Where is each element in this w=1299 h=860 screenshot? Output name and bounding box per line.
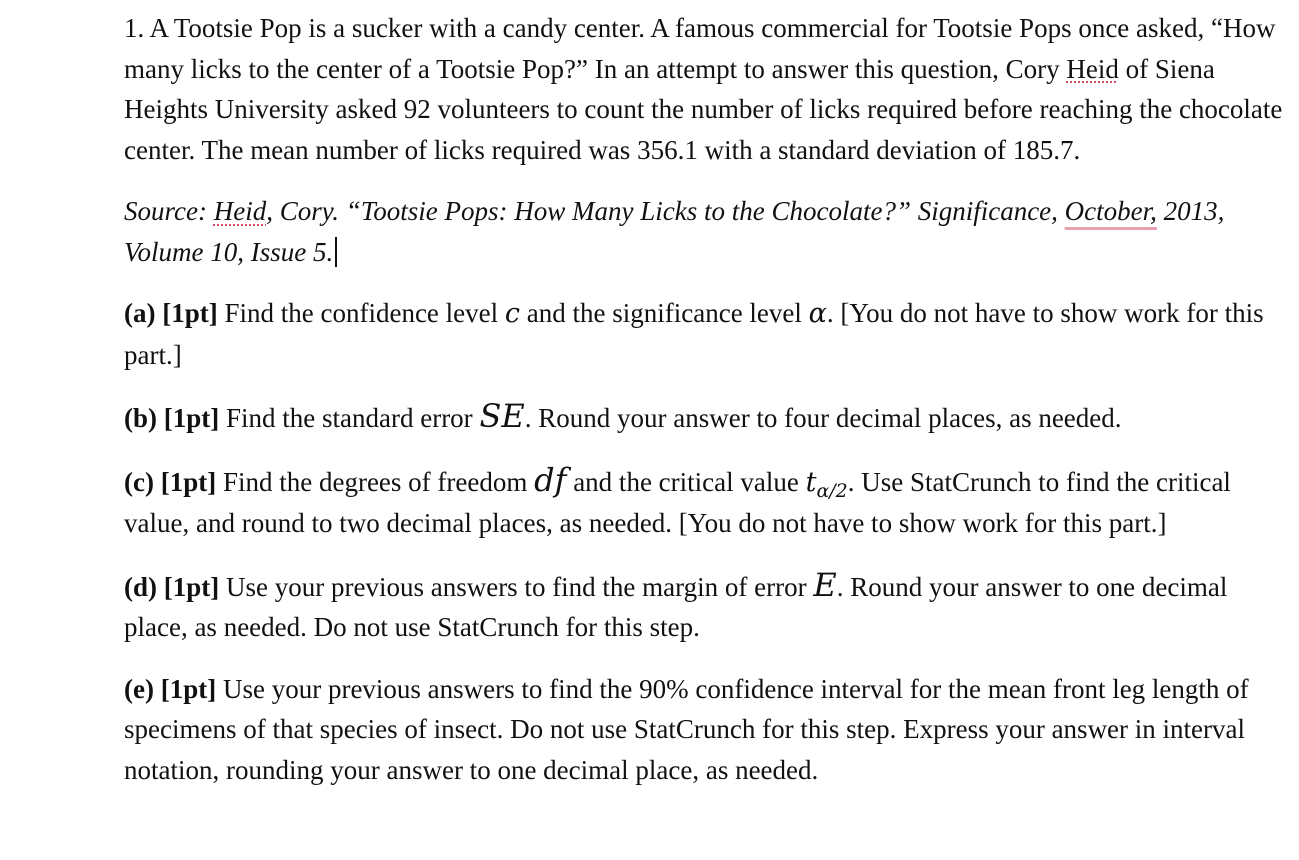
part-b	[124, 396, 1294, 439]
part-c-text-2: and the critical value	[566, 466, 806, 497]
source-prefix: Source:	[124, 196, 214, 226]
part-c-text-1: Find the degrees of freedom	[216, 466, 535, 497]
part-c	[124, 460, 1294, 544]
part-a-text-3: . [You do not have to show work for this part.]	[124, 298, 1264, 370]
source-middle: , Cory. “Tootsie Pops: How Many Licks to the Chocolate?” Significance,	[266, 196, 1065, 226]
part-b-text-1: Find the standard error	[219, 403, 480, 433]
part-e-label: (e) [1pt]	[124, 673, 217, 704]
problem-intro	[124, 8, 1294, 170]
part-b-text-2: . Round your answer to four decimal places, as needed.	[524, 403, 1122, 433]
symbol-e: E	[813, 565, 837, 604]
symbol-df: df	[534, 460, 567, 499]
part-c-text-3: . Use StatCrunch to find the critical value, and round to two decimal places, as needed. [You do not have to show work for this part.]	[124, 466, 1231, 538]
symbol-alpha: α	[808, 298, 827, 329]
part-a	[124, 293, 1294, 375]
grammar-flag-october[interactable]: October,	[1064, 196, 1157, 226]
part-d-text-1: Use your previous answers to find the margin of error	[219, 571, 814, 602]
source-citation	[124, 191, 1294, 272]
problem-number: 1.	[124, 13, 145, 43]
part-e	[124, 669, 1294, 791]
part-a-label: (a) [1pt]	[124, 298, 218, 328]
symbol-se: SE	[479, 397, 525, 435]
part-d-label: (d) [1pt]	[124, 571, 220, 602]
symbol-t: t	[805, 466, 817, 498]
symbol-c: c	[504, 298, 521, 329]
intro-text-2: of Siena Heights University asked 92 volunteers to count the number of licks required before reaching the chocolate center. The mean number of licks required was 356.1 with a standard deviation of 185.7.	[124, 53, 1283, 165]
part-d-text-2: . Round your answer to one decimal place, as needed. Do not use StatCrunch for this step.	[124, 571, 1228, 642]
part-c-label: (c) [1pt]	[124, 466, 217, 497]
source-suffix: 2013, Volume 10, Issue 5.	[124, 196, 1225, 267]
text-cursor	[335, 237, 337, 267]
spellcheck-word-heid[interactable]: Heid	[1066, 53, 1119, 84]
document-page	[124, 8, 1294, 790]
part-a-text-2: and the significance level	[520, 298, 809, 328]
spellcheck-word-heid-source[interactable]: Heid	[213, 196, 267, 226]
part-a-text-1: Find the confidence level	[217, 298, 505, 328]
part-b-label: (b) [1pt]	[124, 403, 220, 433]
intro-text-1: A Tootsie Pop is a sucker with a candy center. A famous commercial for Tootsie Pops once asked, “How many licks to the center of a Tootsie Pop?” In an attempt to answer this question, Cory	[124, 13, 1276, 84]
symbol-t-subscript: α/2	[816, 479, 848, 502]
part-d	[124, 565, 1294, 648]
part-e-text-1: Use your previous answers to find the 90% confidence interval for the mean front leg length of specimens of that species of insect. Do not use StatCrunch for this step. Express your answer in interval notation, rounding your answer to one decimal place, as needed.	[124, 673, 1249, 785]
